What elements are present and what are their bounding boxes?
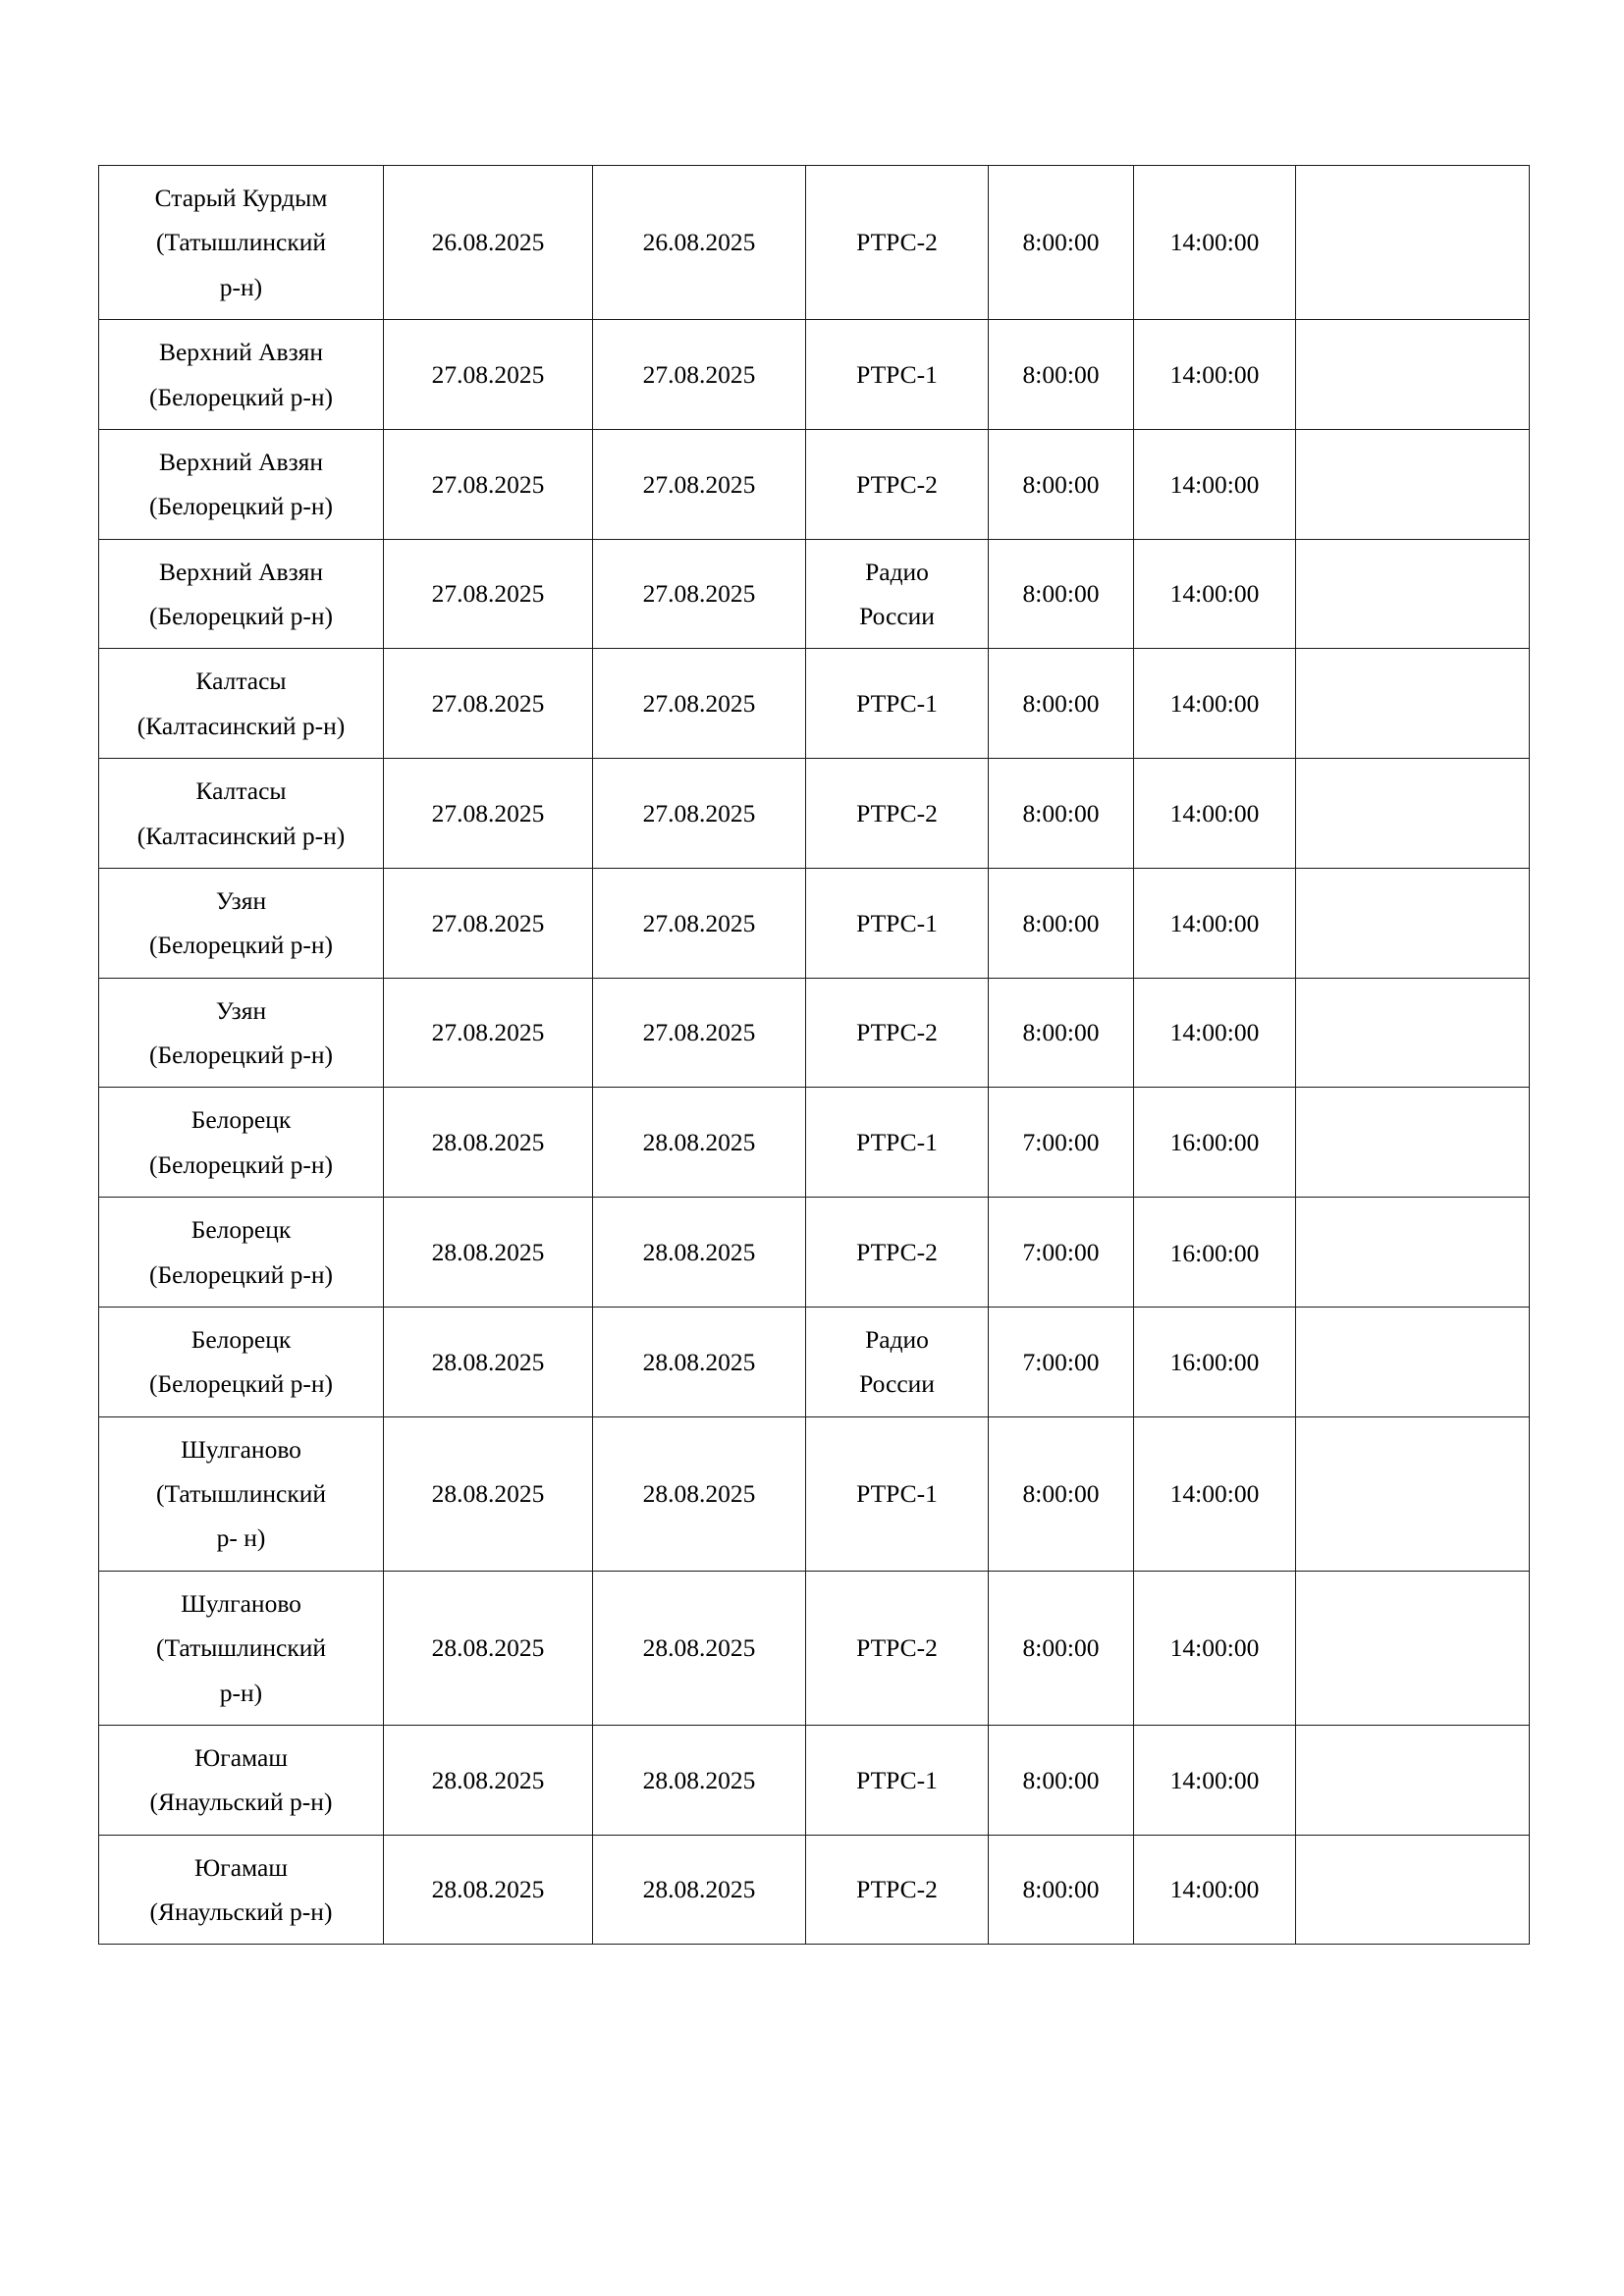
location-line: Калтасы [195,667,287,696]
time-start-text: 8:00:00 [1022,469,1100,499]
date-to-cell-text: 27.08.2025 [642,359,756,389]
channel-line: России [859,602,935,630]
channel-cell [806,320,989,430]
date-to-cell [593,868,806,978]
time-start-cell [989,868,1134,978]
channel-cell [806,978,989,1088]
location-line: (Белорецкий р-н) [148,1149,334,1179]
channel-line: РТРС-1 [856,1128,938,1157]
time-start-cell [989,1725,1134,1835]
time-start-cell [989,1307,1134,1416]
date-to-cell-text: 28.08.2025 [642,1479,756,1508]
time-start-text: 8:00:00 [1022,908,1100,937]
channel-cell [806,649,989,759]
time-end-text: 16:00:00 [1169,1238,1260,1267]
channel-line: РТРС-2 [856,1875,938,1904]
table-row [99,166,1530,320]
date-from-cell-text: 27.08.2025 [431,689,545,719]
time-end-cell [1134,1571,1296,1725]
location-cell [99,1307,384,1416]
note-cell [1296,649,1530,759]
channel-cell [806,1725,989,1835]
note-text [1296,1016,1529,1049]
date-to-cell [593,1571,806,1725]
date-to-cell-text: 27.08.2025 [642,579,756,609]
time-start-cell [989,1198,1134,1308]
date-to-cell [593,649,806,759]
date-to-cell [593,166,806,320]
time-end-text: 14:00:00 [1169,1633,1260,1663]
date-to-cell-text: 27.08.2025 [642,908,756,937]
table-row [99,1835,1530,1945]
note-cell [1296,1307,1530,1416]
channel-cell [806,1835,989,1945]
location-line: Шулганово [181,1588,301,1618]
note-text [1296,1763,1529,1796]
channel-cell [806,1571,989,1725]
time-end-cell [1134,429,1296,539]
time-start-cell [989,1571,1134,1725]
channel-line: РТРС-2 [856,228,938,257]
date-from-cell-text: 28.08.2025 [431,1479,545,1508]
note-text [1296,1873,1529,1906]
note-cell [1296,868,1530,978]
time-start-text: 7:00:00 [1022,1128,1100,1157]
location-cell [99,978,384,1088]
note-text [1296,1631,1529,1665]
location-line: (Белорецкий р-н) [148,1041,334,1069]
note-cell [1296,759,1530,869]
note-cell [1296,1198,1530,1308]
date-to-cell-text: 28.08.2025 [642,1633,756,1663]
time-end-text: 14:00:00 [1169,1765,1260,1794]
date-to-cell-text: 28.08.2025 [642,1237,756,1266]
table-row [99,649,1530,759]
note-text [1296,906,1529,939]
date-to-cell-text: 26.08.2025 [642,228,756,257]
channel-line: РТРС-2 [856,1237,938,1266]
date-to-cell-text: 27.08.2025 [642,1018,756,1047]
time-start-text: 8:00:00 [1022,359,1100,389]
location-line: (Белорецкий р-н) [148,602,334,630]
time-start-cell [989,1416,1134,1571]
location-cell [99,649,384,759]
date-to-cell-text: 27.08.2025 [642,798,756,828]
date-from-cell [384,1725,593,1835]
note-text [1296,797,1529,830]
location-cell [99,429,384,539]
time-end-text: 14:00:00 [1169,908,1260,937]
location-line: (Белорецкий р-н) [148,931,334,960]
date-from-cell [384,978,593,1088]
location-line: (Татышлинский [155,228,327,257]
location-cell [99,1088,384,1198]
date-from-cell-text: 28.08.2025 [431,1875,545,1904]
table-row [99,1088,1530,1198]
time-end-cell [1134,1725,1296,1835]
note-text [1296,1345,1529,1378]
note-cell [1296,1416,1530,1571]
location-line: р- н) [216,1523,266,1553]
time-end-text: 14:00:00 [1169,798,1260,828]
time-start-text: 8:00:00 [1022,1875,1100,1904]
time-end-cell [1134,868,1296,978]
date-to-cell-text: 28.08.2025 [642,1765,756,1794]
location-line: Югамаш [194,1742,288,1772]
date-from-cell [384,539,593,649]
location-line: Белорецк [190,1105,292,1135]
time-start-cell [989,320,1134,430]
time-start-text: 7:00:00 [1022,1347,1100,1376]
location-line: (Татышлинский [155,1479,327,1508]
location-cell [99,759,384,869]
time-start-cell [989,649,1134,759]
channel-cell [806,868,989,978]
location-cell [99,1416,384,1571]
channel-line: Радио [865,557,929,586]
date-to-cell [593,320,806,430]
time-end-text: 14:00:00 [1169,1018,1260,1047]
date-from-cell [384,1198,593,1308]
table-row [99,539,1530,649]
channel-line: России [859,1369,935,1399]
date-from-cell-text: 27.08.2025 [431,359,545,389]
table-row [99,429,1530,539]
table-row [99,1416,1530,1571]
date-to-cell-text: 28.08.2025 [642,1128,756,1157]
date-from-cell-text: 28.08.2025 [431,1128,545,1157]
time-end-cell [1134,1088,1296,1198]
date-to-cell [593,1307,806,1416]
time-start-cell [989,759,1134,869]
time-end-text: 14:00:00 [1169,1479,1260,1508]
time-end-cell [1134,1416,1296,1571]
time-start-text: 8:00:00 [1022,1633,1100,1663]
note-cell [1296,1571,1530,1725]
location-cell [99,539,384,649]
note-text [1296,226,1529,259]
note-cell [1296,166,1530,320]
location-line: р-н) [219,272,263,301]
time-start-cell [989,1835,1134,1945]
location-line: р-н) [219,1678,263,1707]
channel-line: Радио [865,1324,929,1354]
date-from-cell [384,429,593,539]
date-to-cell-text: 28.08.2025 [642,1347,756,1376]
date-from-cell-text: 27.08.2025 [431,798,545,828]
location-cell [99,320,384,430]
note-cell [1296,429,1530,539]
date-to-cell-text: 27.08.2025 [642,469,756,499]
date-from-cell [384,868,593,978]
note-cell [1296,1088,1530,1198]
date-from-cell-text: 26.08.2025 [431,228,545,257]
table-row [99,320,1530,430]
time-start-text: 8:00:00 [1022,228,1100,257]
channel-line: РТРС-1 [856,908,938,937]
location-cell [99,166,384,320]
date-to-cell [593,1416,806,1571]
channel-line: РТРС-1 [856,359,938,389]
location-line: Шулганово [181,1434,301,1464]
time-end-text: 14:00:00 [1169,1875,1260,1904]
date-from-cell-text: 28.08.2025 [431,1633,545,1663]
location-line: Белорецк [190,1215,292,1245]
date-from-cell-text: 27.08.2025 [431,469,545,499]
date-from-cell-text: 27.08.2025 [431,1018,545,1047]
time-end-text: 14:00:00 [1169,689,1260,719]
location-line: Верхний Авзян [158,447,324,476]
location-line: (Янаульский р-н) [149,1788,333,1817]
date-from-cell [384,320,593,430]
date-to-cell [593,759,806,869]
date-from-cell [384,1088,593,1198]
time-start-cell [989,429,1134,539]
date-to-cell [593,1088,806,1198]
note-text [1296,1477,1529,1511]
channel-cell [806,759,989,869]
time-end-text: 14:00:00 [1169,359,1260,389]
date-to-cell [593,978,806,1088]
time-end-cell [1134,1835,1296,1945]
note-text [1296,687,1529,721]
date-from-cell [384,1835,593,1945]
location-line: (Белорецкий р-н) [148,492,334,521]
note-text [1296,1236,1529,1269]
time-end-cell [1134,1307,1296,1416]
date-to-cell [593,539,806,649]
date-from-cell [384,166,593,320]
time-start-text: 8:00:00 [1022,579,1100,609]
date-from-cell [384,649,593,759]
location-line: Калтасы [195,776,287,806]
location-line: Узян [215,885,267,915]
channel-cell [806,1416,989,1571]
table-row [99,759,1530,869]
time-end-text: 14:00:00 [1169,228,1260,257]
location-line: (Калтасинский р-н) [136,711,346,740]
channel-line: РТРС-2 [856,469,938,499]
date-from-cell-text: 27.08.2025 [431,579,545,609]
channel-cell [806,539,989,649]
date-from-cell [384,1416,593,1571]
table-row [99,868,1530,978]
time-start-cell [989,166,1134,320]
location-line: Белорецк [190,1324,292,1354]
location-line: Югамаш [194,1852,288,1882]
channel-cell [806,1198,989,1308]
date-to-cell-text: 27.08.2025 [642,689,756,719]
date-to-cell [593,1835,806,1945]
time-end-cell [1134,759,1296,869]
time-start-text: 8:00:00 [1022,689,1100,719]
date-from-cell [384,1571,593,1725]
time-start-text: 8:00:00 [1022,1018,1100,1047]
location-line: Старый Курдым [154,184,328,212]
location-cell [99,868,384,978]
time-start-text: 8:00:00 [1022,1479,1100,1508]
time-end-text: 16:00:00 [1169,1347,1260,1376]
location-line: (Белорецкий р-н) [148,382,334,411]
table-row [99,1571,1530,1725]
date-from-cell-text: 28.08.2025 [431,1237,545,1266]
location-cell [99,1725,384,1835]
location-line: (Татышлинский [155,1633,327,1663]
location-cell [99,1571,384,1725]
channel-line: РТРС-2 [856,1018,938,1047]
location-cell [99,1198,384,1308]
time-start-text: 7:00:00 [1022,1237,1100,1266]
channel-cell [806,1307,989,1416]
time-end-text: 14:00:00 [1169,579,1260,609]
table-row [99,978,1530,1088]
note-cell [1296,539,1530,649]
time-start-cell [989,978,1134,1088]
location-line: (Белорецкий р-н) [148,1259,334,1289]
time-end-text: 14:00:00 [1169,469,1260,499]
note-text [1296,577,1529,611]
note-cell [1296,978,1530,1088]
channel-line: РТРС-1 [856,1765,938,1794]
time-end-cell [1134,166,1296,320]
date-from-cell-text: 27.08.2025 [431,908,545,937]
time-end-cell [1134,539,1296,649]
channel-line: РТРС-1 [856,1479,938,1508]
note-cell [1296,320,1530,430]
note-text [1296,467,1529,501]
time-end-cell [1134,320,1296,430]
date-to-cell [593,429,806,539]
table-row [99,1725,1530,1835]
time-start-cell [989,539,1134,649]
date-from-cell [384,759,593,869]
channel-cell [806,166,989,320]
time-start-text: 8:00:00 [1022,798,1100,828]
date-from-cell-text: 28.08.2025 [431,1765,545,1794]
time-start-cell [989,1088,1134,1198]
date-to-cell [593,1725,806,1835]
note-cell [1296,1835,1530,1945]
time-end-cell [1134,649,1296,759]
note-text [1296,358,1529,392]
location-line: (Янаульский р-н) [149,1897,333,1926]
time-end-cell [1134,978,1296,1088]
schedule-table [98,165,1530,1945]
location-line: (Белорецкий р-н) [148,1369,334,1399]
channel-cell [806,429,989,539]
date-to-cell [593,1198,806,1308]
time-end-cell [1134,1198,1296,1308]
location-line: Верхний Авзян [158,557,324,586]
channel-cell [806,1088,989,1198]
date-to-cell-text: 28.08.2025 [642,1875,756,1904]
table-row [99,1307,1530,1416]
channel-line: РТРС-2 [856,798,938,828]
location-line: (Калтасинский р-н) [136,821,346,850]
location-line: Узян [215,995,267,1025]
channel-line: РТРС-1 [856,689,938,719]
table-row [99,1198,1530,1308]
location-line: Верхний Авзян [158,338,324,367]
schedule-table-body [99,166,1530,1945]
note-text [1296,1126,1529,1159]
time-end-text: 16:00:00 [1169,1128,1260,1157]
time-start-text: 8:00:00 [1022,1765,1100,1794]
channel-line: РТРС-2 [856,1633,938,1663]
note-cell [1296,1725,1530,1835]
location-cell [99,1835,384,1945]
date-from-cell-text: 28.08.2025 [431,1347,545,1376]
schedule-table-container [98,165,1529,1945]
date-from-cell [384,1307,593,1416]
